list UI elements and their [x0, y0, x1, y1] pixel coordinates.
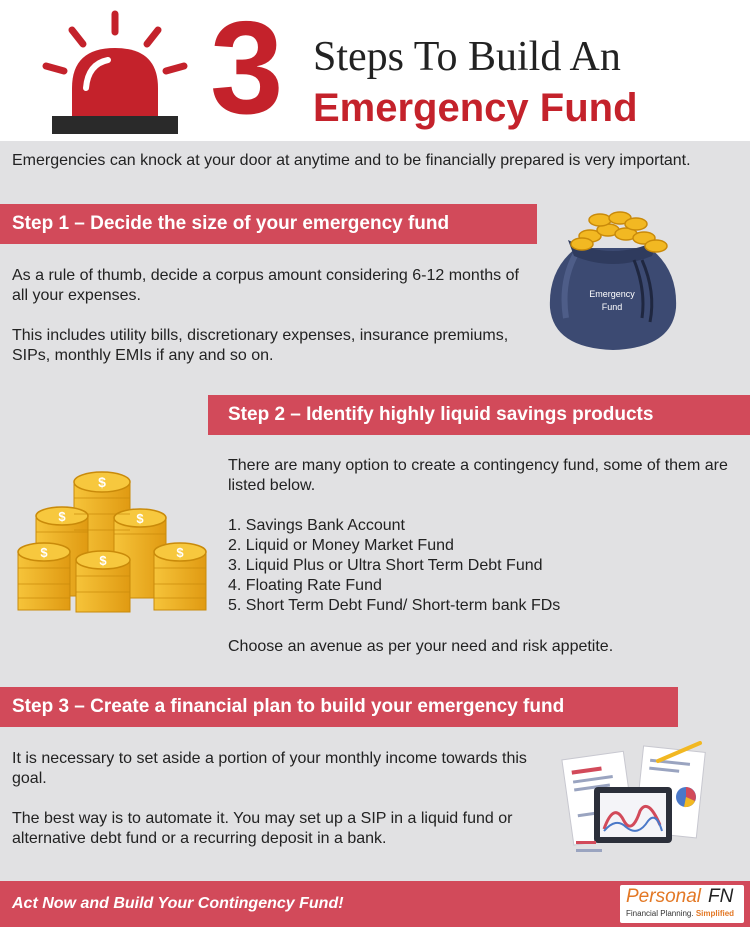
svg-text:$: $: [136, 511, 144, 526]
call-to-action: Act Now and Build Your Contingency Fund!: [12, 895, 344, 912]
money-bag-icon: [538, 200, 688, 355]
svg-text:$: $: [98, 474, 106, 490]
bag-label-line-2: Fund: [601, 302, 623, 312]
svg-text:$: $: [58, 509, 66, 524]
logo-personal: Personal: [626, 886, 701, 907]
step2-paragraph-2: Choose an avenue as per your need and risk appetite.: [228, 638, 614, 655]
siren-icon: [30, 8, 200, 138]
step1-heading-band: [0, 204, 537, 244]
step2-heading: Step 2 – Identify highly liquid savings products: [228, 404, 654, 425]
svg-text:$: $: [40, 545, 48, 560]
personalfn-logo: [620, 885, 744, 923]
list-item: 1. Savings Bank Account: [228, 517, 405, 534]
logo-tagline-1: Financial Planning.: [626, 909, 694, 918]
logo-fn: FN: [708, 886, 734, 907]
step1-paragraph-1: As a rule of thumb, decide a corpus amount considering 6-12 months of all your expenses.: [12, 267, 519, 304]
header: [0, 0, 750, 141]
step2-paragraph-1: There are many option to create a contingency fund, some of them are listed below.: [228, 457, 728, 494]
step3-heading: Step 3 – Create a financial plan to build your emergency fund: [12, 696, 565, 717]
list-item: 2. Liquid or Money Market Fund: [228, 537, 454, 554]
title-line-1: Steps To Build An: [313, 34, 621, 80]
financial-report-icon: [560, 741, 710, 864]
svg-text:$: $: [99, 553, 107, 568]
footer-band: [0, 881, 750, 927]
title-line-2: Emergency Fund: [313, 86, 638, 130]
bag-label-line-1: Emergency: [589, 289, 635, 299]
step1-paragraph-2: This includes utility bills, discretionary expenses, insurance premiums, SIPs, monthly EMIs if any and so on.: [12, 327, 509, 364]
list-item: 3. Liquid Plus or Ultra Short Term Debt Fund: [228, 557, 543, 574]
list-item: 5. Short Term Debt Fund/ Short-term bank FDs: [228, 597, 561, 614]
list-item: 4. Floating Rate Fund: [228, 577, 382, 594]
step-count-number: 3: [210, 0, 282, 141]
logo-tagline: [626, 909, 734, 919]
step1-heading: Step 1 – Decide the size of your emergency fund: [12, 213, 450, 234]
step3-paragraph-2: The best way is to automate it. You may set up a SIP in a liquid fund or alternative debt fund or a recurring deposit in a bank.: [12, 810, 513, 847]
step3-paragraph-1: It is necessary to set aside a portion of your monthly income towards this goal.: [12, 750, 527, 787]
svg-text:$: $: [176, 545, 184, 560]
savings-products-list: [228, 516, 560, 616]
intro-text: Emergencies can knock at your door at anytime and to be financially prepared is very important.: [12, 152, 691, 169]
step2-heading-band: [208, 395, 750, 435]
step3-heading-band: [0, 687, 678, 727]
logo-tagline-2: Simplified: [695, 909, 735, 918]
coin-stacks-icon: [14, 468, 214, 618]
